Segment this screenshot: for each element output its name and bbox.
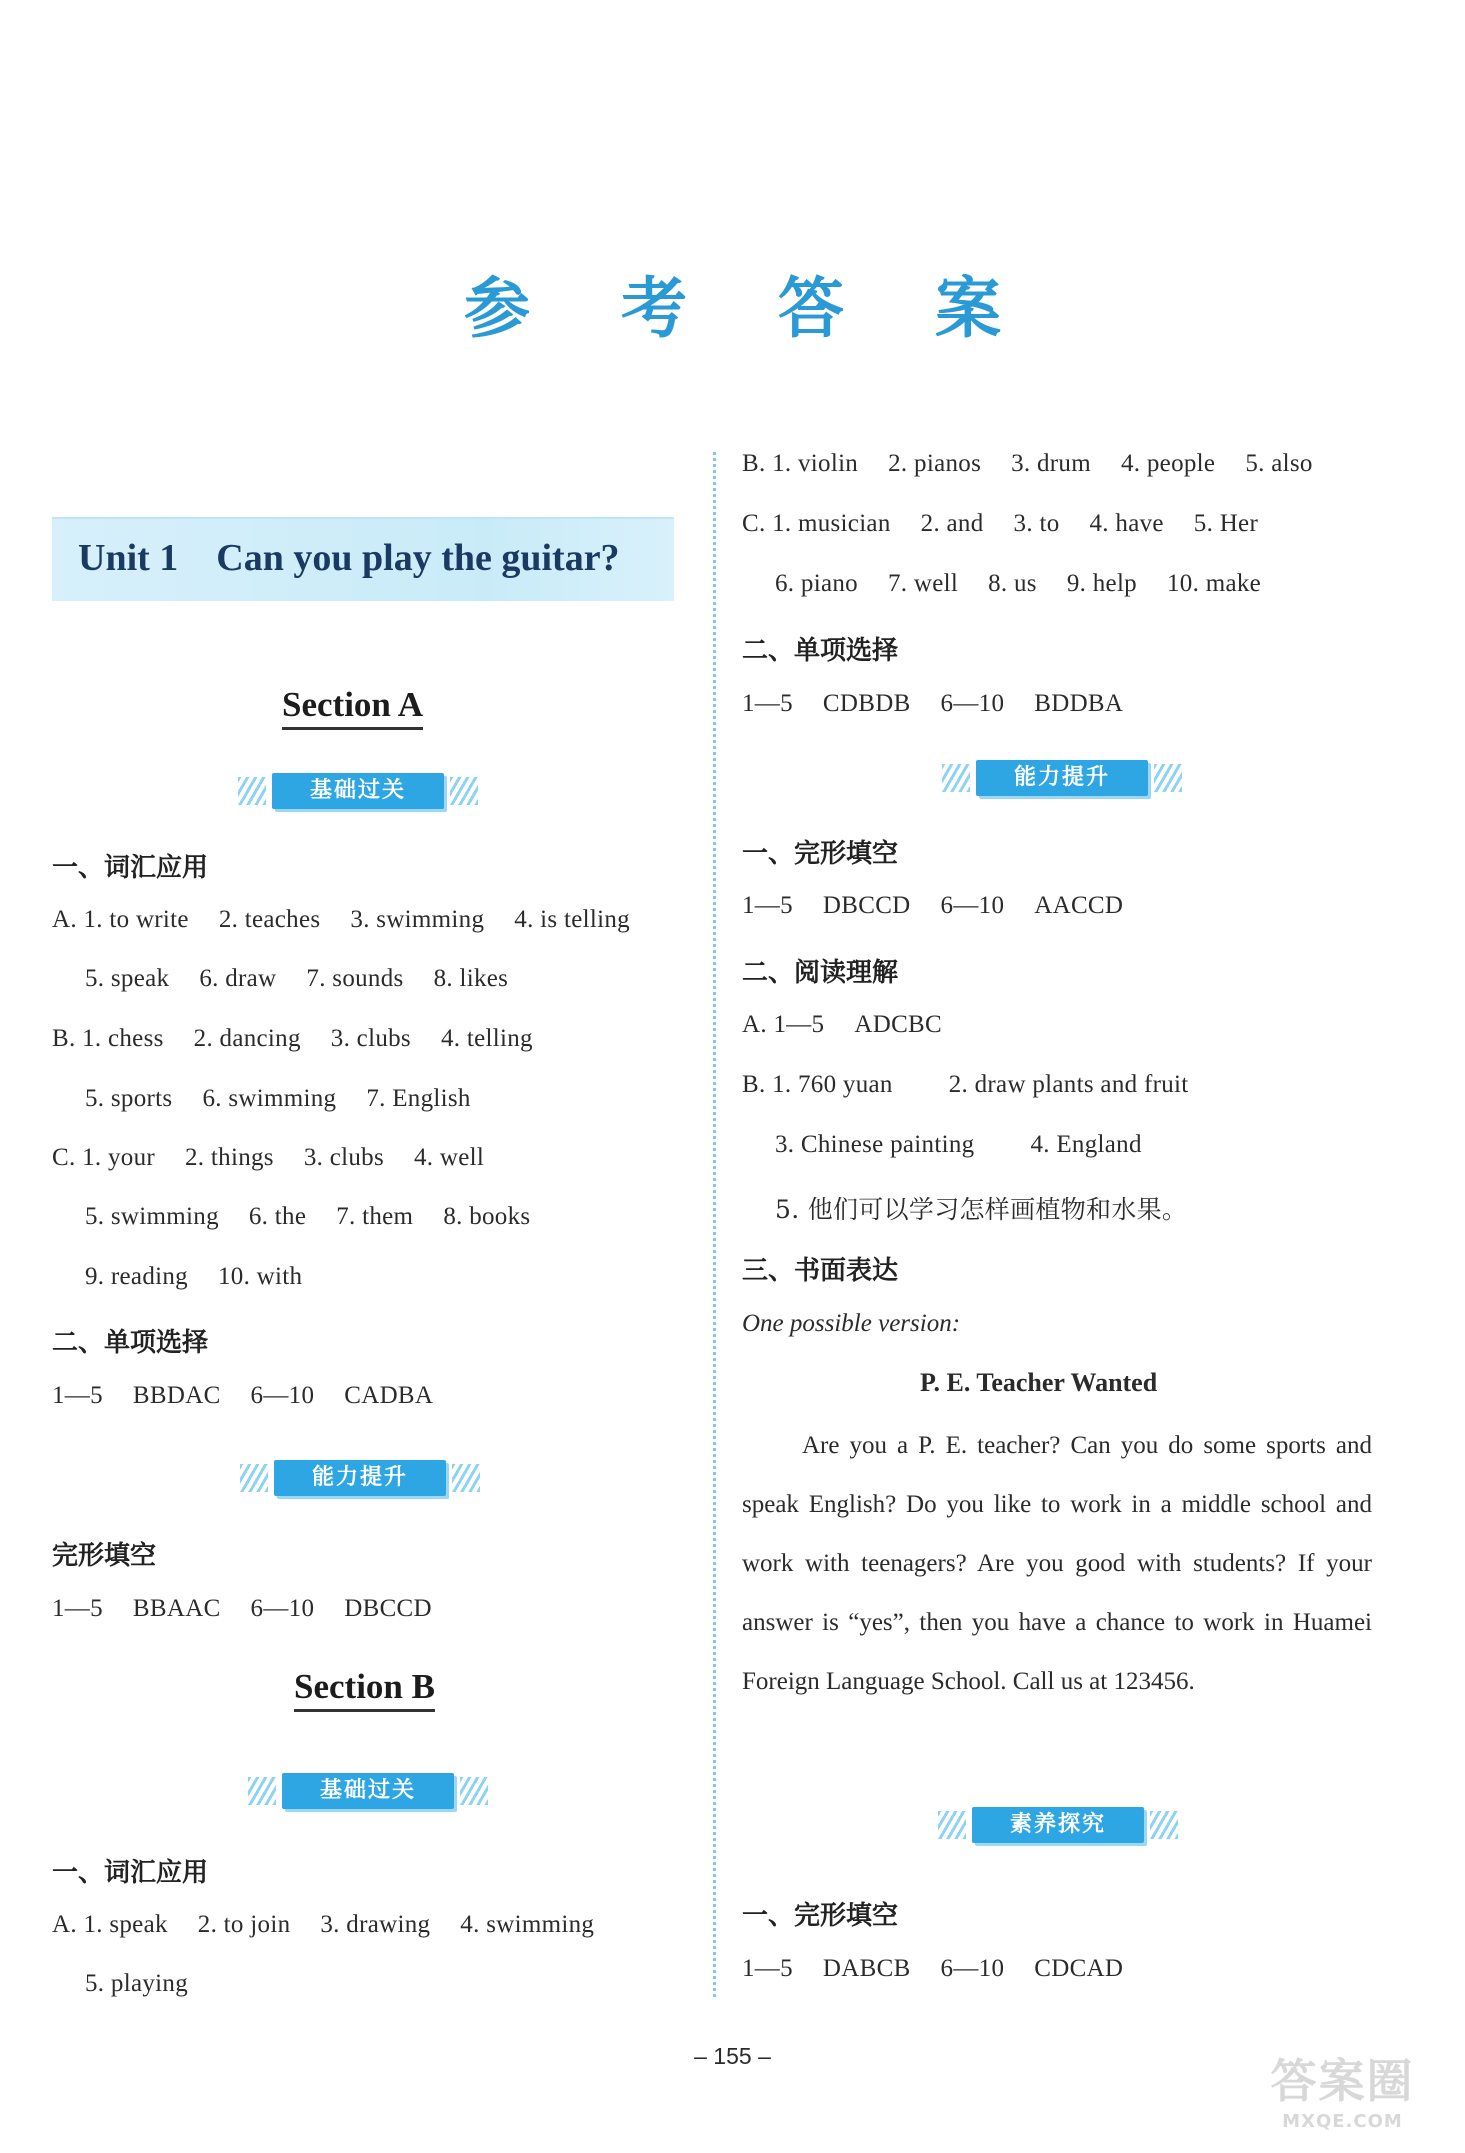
- badge-ability-b: [942, 758, 1182, 798]
- answer-item: 4. England: [1030, 1131, 1142, 1158]
- badge-label: 基础过关: [272, 773, 444, 809]
- answer-item: 5. playing: [85, 1970, 188, 1997]
- heading-vocab-a: 一、词汇应用: [52, 853, 209, 883]
- heading-cloze-literacy: 一、完形填空: [742, 1901, 899, 1931]
- page-number: – 155 –: [694, 2043, 771, 2069]
- answer-item: 5. also: [1245, 450, 1313, 477]
- badge-stripe: [238, 777, 266, 805]
- answer-range: 1—5: [742, 690, 793, 717]
- unit-title: Unit 1 Can you play the guitar?: [78, 537, 620, 579]
- answer-item: 2. and: [920, 510, 984, 537]
- badge-stripe: [450, 777, 478, 805]
- answer-item: 4. telling: [440, 1025, 533, 1052]
- badge-label: 能力提升: [274, 1460, 446, 1496]
- answer-item: 7. well: [887, 570, 959, 597]
- heading-writing: 三、书面表达: [742, 1256, 899, 1286]
- badge-stripe: [460, 1777, 488, 1805]
- unit-banner: [52, 517, 674, 601]
- answer-item: 5. speak: [85, 965, 170, 992]
- answer-item: 8. books: [443, 1203, 531, 1230]
- section-a-title: Section A: [282, 685, 423, 730]
- single-choice-answers-a: [52, 1382, 463, 1410]
- badge-label: 能力提升: [976, 760, 1148, 796]
- essay-title: P. E. Teacher Wanted: [920, 1368, 1158, 1397]
- answer-range: 1—5: [52, 1595, 103, 1622]
- badge-stripe: [942, 764, 970, 792]
- watermark-text: 答案圈: [1270, 2054, 1415, 2108]
- badge-literacy: [938, 1805, 1178, 1845]
- answer-item: B. 1. chess: [52, 1025, 164, 1052]
- answer-item: 5. sports: [85, 1085, 173, 1112]
- heading-cloze-b: 一、完形填空: [742, 839, 899, 869]
- column-divider: [713, 452, 716, 1997]
- answer-item: 7. English: [366, 1085, 471, 1112]
- reading-answer-b3: 5. 他们可以学习怎样画植物和水果。: [775, 1195, 1188, 1224]
- answer-item: 8. us: [988, 570, 1037, 597]
- badge-stripe: [1154, 764, 1182, 792]
- answer-item: C. 1. musician: [742, 510, 891, 537]
- answer-letters: AACCD: [1034, 892, 1124, 919]
- essay-paragraph: Are you a P. E. teacher? Can you do some sports and speak English? Do you like to work in a middle school and work with teenagers? Are you good with students? If your answer is “yes”, then you have a chance to work in Huamei Foreign Language School. Call us at 123456.: [742, 1432, 1372, 1695]
- answer-line-b2: [52, 1085, 501, 1113]
- answer-item: C. 1. your: [52, 1144, 155, 1171]
- answer-line-a1: [52, 906, 660, 934]
- badge-basic-b: [248, 1771, 488, 1811]
- answer-item: 3. drawing: [320, 1911, 431, 1938]
- answer-range: 6—10: [940, 1955, 1005, 1982]
- answer-range: 6—10: [250, 1382, 315, 1409]
- answer-item: 3. to: [1013, 510, 1060, 537]
- answer-item: 7. sounds: [306, 965, 404, 992]
- cloze-answers-literacy: [742, 1955, 1153, 1983]
- section-b-title: Section B: [294, 1667, 435, 1712]
- answer-item: 2. things: [185, 1144, 274, 1171]
- possible-version-label: One possible version:: [742, 1310, 961, 1337]
- answer-letters: CADBA: [344, 1382, 434, 1409]
- answer-item: 10. with: [217, 1263, 303, 1290]
- answer-item: 3. clubs: [330, 1025, 411, 1052]
- cloze-answers-a: [52, 1595, 462, 1623]
- answer-letters: CDBDB: [822, 690, 911, 717]
- answer-item: 4. is telling: [514, 906, 630, 933]
- answer-item: 6. the: [248, 1203, 307, 1230]
- answer-line-rc1: [742, 510, 1288, 538]
- answer-range: 1—5: [742, 1955, 793, 1982]
- answer-item: 10. make: [1167, 570, 1262, 597]
- answer-item: 6. draw: [199, 965, 277, 992]
- cloze-answers-b: [742, 892, 1153, 920]
- badge-stripe: [1150, 1811, 1178, 1839]
- answer-item: 4. people: [1120, 450, 1216, 477]
- badge-label: 基础过关: [282, 1773, 454, 1809]
- badge-stripe: [240, 1464, 268, 1492]
- answer-range: 6—10: [940, 690, 1005, 717]
- answer-line-rc2: [742, 570, 1291, 598]
- answer-range: 6—10: [940, 892, 1005, 919]
- answer-item: B. 1. violin: [742, 450, 859, 477]
- answer-letters: DBCCD: [822, 892, 911, 919]
- answer-range: 1—5: [742, 892, 793, 919]
- answer-line-ba2: [52, 1970, 218, 1998]
- answer-line-ba1: [52, 1911, 624, 1939]
- badge-stripe: [452, 1464, 480, 1492]
- reading-answers-b2: [742, 1131, 1172, 1159]
- answer-item: 3. Chinese painting: [775, 1131, 975, 1158]
- answer-letters: BDDBA: [1034, 690, 1124, 717]
- answer-letters: DABCB: [822, 1955, 911, 1982]
- heading-reading: 二、阅读理解: [742, 958, 899, 988]
- answer-item: 4. swimming: [460, 1911, 595, 1938]
- answer-letters: BBDAC: [132, 1382, 221, 1409]
- heading-cloze-a: 完形填空: [52, 1541, 157, 1571]
- answer-line-c2: [52, 1203, 560, 1231]
- answer-item: 5. swimming: [85, 1203, 219, 1230]
- answer-item: 4. well: [414, 1144, 485, 1171]
- watermark-logo: [1250, 2045, 1435, 2145]
- answer-item: 8. likes: [433, 965, 509, 992]
- answer-item: 6. swimming: [202, 1085, 337, 1112]
- answer-line-rb1: [742, 450, 1343, 478]
- heading-single-choice-a: 二、单项选择: [52, 1328, 209, 1358]
- answer-item: B. 1. 760 yuan: [742, 1071, 893, 1098]
- badge-label: 素养探究: [972, 1807, 1144, 1843]
- single-choice-answers-b: [742, 690, 1153, 718]
- answer-item: 9. reading: [85, 1263, 188, 1290]
- heading-single-choice-b: 二、单项选择: [742, 636, 899, 666]
- answer-range: 1—5: [52, 1382, 103, 1409]
- answer-range: A. 1—5: [742, 1011, 825, 1038]
- heading-vocab-b: 一、词汇应用: [52, 1858, 209, 1888]
- page-title: 参 考 答 案: [464, 269, 1035, 347]
- answer-letters: BBAAC: [132, 1595, 221, 1622]
- reading-answers-a: [742, 1011, 972, 1039]
- answer-range: 6—10: [250, 1595, 315, 1622]
- answer-item: 5. Her: [1193, 510, 1259, 537]
- badge-basic-a: [238, 771, 478, 811]
- answer-item: 2. to join: [197, 1911, 291, 1938]
- answer-item: 2. pianos: [888, 450, 982, 477]
- answer-item: 4. have: [1089, 510, 1164, 537]
- answer-line-c1: [52, 1144, 514, 1172]
- answer-item: 2. draw plants and fruit: [948, 1071, 1189, 1098]
- answer-letters: ADCBC: [854, 1011, 942, 1038]
- badge-stripe: [248, 1777, 276, 1805]
- answer-item: 3. swimming: [350, 906, 485, 933]
- answer-line-b1: [52, 1025, 563, 1053]
- answer-letters: DBCCD: [344, 1595, 432, 1622]
- answer-item: A. 1. to write: [52, 906, 189, 933]
- badge-stripe: [938, 1811, 966, 1839]
- answer-item: 3. drum: [1011, 450, 1091, 477]
- answer-item: 7. them: [336, 1203, 414, 1230]
- answer-item: 3. clubs: [303, 1144, 384, 1171]
- essay-body: [742, 1416, 1372, 1711]
- answer-item: 2. teaches: [218, 906, 321, 933]
- badge-ability-a: [240, 1458, 480, 1498]
- answer-item: A. 1. speak: [52, 1911, 168, 1938]
- watermark-url: MXQE.COM: [1282, 2111, 1403, 2132]
- answer-letters: CDCAD: [1034, 1955, 1124, 1982]
- answer-line-a2: [52, 965, 538, 993]
- answer-line-c3: [52, 1263, 332, 1291]
- answer-item: 2. dancing: [193, 1025, 301, 1052]
- answer-item: 9. help: [1066, 570, 1137, 597]
- reading-answers-b1: [742, 1071, 1219, 1099]
- answer-item: 6. piano: [775, 570, 858, 597]
